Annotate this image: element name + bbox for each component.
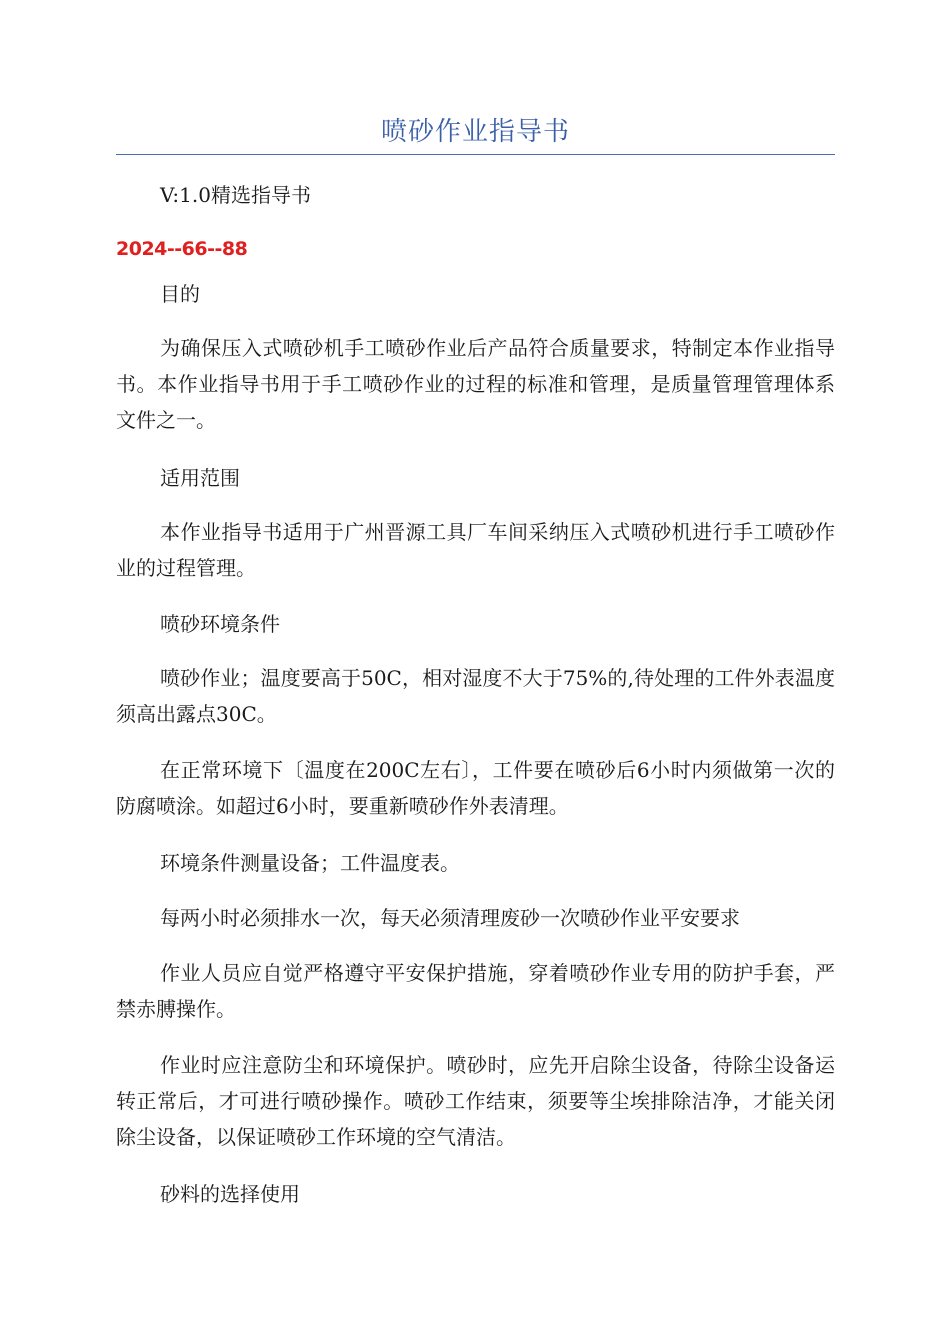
document-date: 2024--66--88	[116, 238, 248, 260]
paragraph-environment-4: 每两小时必须排水一次，每天必须清理废砂一次喷砂作业平安要求	[160, 906, 740, 930]
section-heading-scope: 适用范围	[160, 466, 240, 490]
paragraph-environment-2: 在正常环境下〔温度在200C左右〕，工件要在喷砂后6小时内须做第一次的防腐喷涂。如超过6小时，要重新喷砂作外表清理。	[116, 758, 835, 818]
paragraph-safety-1: 作业人员应自觉严格遵守平安保护措施，穿着喷砂作业专用的防护手套，严禁赤膊操作。	[116, 961, 835, 1021]
paragraph-safety-2: 作业时应注意防尘和环境保护。喷砂时，应先开启除尘设备，待除尘设备运转正常后，才可进行喷砂操作。喷砂工作结束，须要等尘埃排除洁净，才能关闭除尘设备，以保证喷砂工作环境的空气清洁。	[116, 1053, 835, 1149]
paragraph-purpose: 为确保压入式喷砂机手工喷砂作业后产品符合质量要求，特制定本作业指导书。本作业指导书用于手工喷砂作业的过程的标准和管理，是质量管理管理体系文件之一。	[116, 336, 835, 432]
section-heading-sand: 砂料的选择使用	[160, 1182, 300, 1206]
section-heading-environment: 喷砂环境条件	[160, 612, 280, 636]
section-heading-purpose: 目的	[160, 282, 200, 306]
title-underline	[116, 154, 835, 155]
paragraph-environment-1: 喷砂作业；温度要高于50C，相对湿度不大于75%的,待处理的工件外表温度须高出露点30C。	[116, 666, 835, 726]
paragraph-environment-3: 环境条件测量设备；工件温度表。	[160, 851, 460, 875]
paragraph-scope: 本作业指导书适用于广州晋源工具厂车间采纳压入式喷砂机进行手工喷砂作业的过程管理。	[116, 520, 835, 580]
version-line: V:1.0精选指导书	[160, 183, 311, 207]
document-title: 喷砂作业指导书	[380, 117, 570, 147]
